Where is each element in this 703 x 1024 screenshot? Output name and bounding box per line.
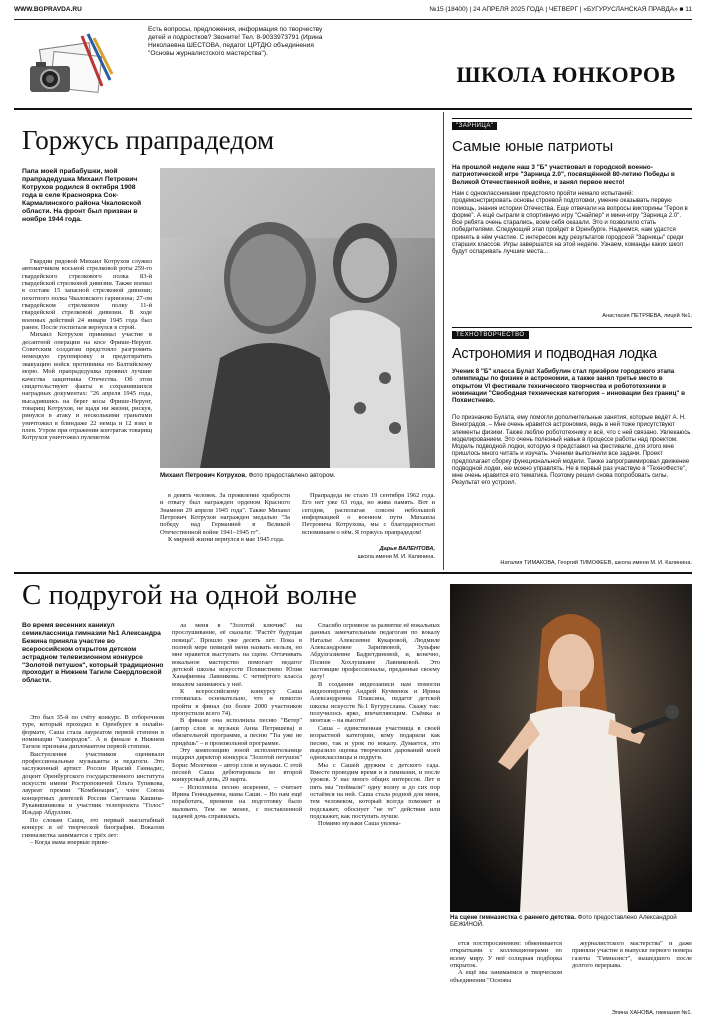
article4-caption-credit: Фото предоставлено Александрой БЕЖИНОЙ. <box>450 914 677 929</box>
article1-paragraph: Михаил Котрухов принимал участие в десантной операции на косе Фрише-Нерунг. Советским солдатам предстояло разгромить немецкую группировку и предотвратить эвакуацию войск противника по Балтийскому морю. Мой прапрадедушка проявил лучшие качества защитника Отечества. Об этом свидетельствуют факты в сохранившихся наградных документах: "26 апреля 1945 года, высадившись на берег косы Фрише-Нерунг, товарищ Котрухов, не щадя ни жизни, рискуя, ринулся в атаку и несколькими гранатами уничтожил в блиндаже 22 немца и 12 взял в плен. Утром при отражении контратак товарищ Котрухов уничтожил пулеметом <box>22 331 152 442</box>
contact-info: Есть вопросы, предложения, информация по творчеству детей и подростков? Звоните! Тел. 8-9033973791 (Ирина Николаевна ШЕСТОВА, педагог ЦРТДЮ объединения "Основы журналистского мастерства"). <box>148 26 323 57</box>
camera-and-papers-illustration <box>22 26 118 104</box>
article4-paragraph: Саша – единственная участница в своей возрастной категории, кому подарили как песню, так и урок по вокалу. Думается, это выразило оценка творческих дарований моей одноклассницы и подруги. <box>310 724 440 762</box>
article3-title: Астрономия и подводная лодка <box>452 346 657 362</box>
article4-paragraph: Мы с Сашей дружим с детского сада. Вместе проводим время и в гимназии, и после уроков. У нас много общих интересов. Лет в пять мы "поймали" одну волну и до сих пор остаёмся на ней. Саша стала родной для меня, тем человеком, который всегда поможет и подскажет, обоснует "не те" действия или подскажет, как поступать лучше. <box>310 761 440 820</box>
article1-column-2 <box>160 492 290 562</box>
article4-paragraph: ла меня в "Золотой ключик" на прослушивание, её сказали: "Растёт будущая певица". Прошло уже десять лет. Пока в полной мере певицей меня назвать нельзя, но мне нравится выступать на сцене. Оттачивать вокальное мастерство помогает педагог детской школы искусств Похвистнево Юлия Ханафиевна Лавникова. С четвёртого класса вокалом занимаюсь у неё. <box>172 622 302 688</box>
article4-paragraph: Эту композицию юной исполнительнице подарил директор конкурса "Золотой петушок" Борис Молочков – автор слов и музыки. С этой песней Саша дебютировала во второй конкурсный день, 29 марта. <box>172 746 302 784</box>
header-illustration <box>22 26 118 104</box>
article2-lead: На прошлой неделе наш 3 "Б" участвовал в городской военно-патриотической игре "Зарница 2.0", посвящённой 80-летию Победы в Великой Отечественной войне, и занял первое место! <box>452 164 675 186</box>
article4-title: С подругой на одной волне <box>22 579 357 611</box>
article4-paragraph: – Когда мама впервые приве- <box>30 838 110 846</box>
article2-title: Самые юные патриоты <box>452 138 614 155</box>
article4-paragraph: – Исполнила песню искренне, – считает Ирина Геннадьевна, мама Саши. – Но нам ещё поработать, времени на подготовку было маловато. Тем не менее, с поставленной задачей дочь справилась. <box>172 783 302 820</box>
article4-lead: Во время весенних каникул семиклассница гимназии №1 Александра Бежина приняла участие во всероссийском открытом детском эстрадном телевизионном конкурсе "Золотой петушок", который традиционно проходит в Нижнем Тагиле Свердловской области. <box>22 622 164 685</box>
article4-column-2 <box>172 622 302 1014</box>
article4-column-4 <box>450 940 562 1020</box>
article3-lead: Ученик 8 "Б" класса Булат Хабибулин стал призёром городского этапа олимпиады по физике и астрономии, а также занял третье место в открытом VI фестивале технического творчества и робототехники в номинации "Свободная техническая категория – инновации без границ" в Похвистнево. <box>452 368 686 405</box>
article4-paragraph: Выступления участников оценивали профессиональные музыканты и педагоги. Это заслуженный артист России Ирасий Ганиадис, доцент Оренбургского государственного института искусств имени Ростроповичей Ольга Тупикова, лауреат премии "Комбинация", член Союза концертных деятелей России Светлана Кашина-Рукавишникова и участник телепроекта "Голос" Ильдар Абдуллин. <box>22 750 164 817</box>
column-divider <box>443 112 444 570</box>
singer-photo <box>450 584 692 912</box>
issue-line: №15 (18400) | 24 АПРЕЛЯ 2025 ГОДА | ЧЕТВЕРГ | «БУГУРУСЛАНСКАЯ ПРАВДА» ■ 11 <box>429 6 692 13</box>
article2-body: Нам с одноклассниками предстояло пройти немало испытаний: продемонстрировать основы строевой подготовки, умение оказывать первую помощь, знания истории Отечества. Еще отвечали на вопросы викторины "Герои в форме". А ещё сыграли в спортивную игру "Снайпер" и мини-игру "Зарница 2.0". Все ребята очень старались, всем себя оказали. Это и позволило стать победителями. Следующий этап пройдет в Оренбурге. Надеемся, нам удастся принять в нём участие. С интересом жду результатов городской "Зарницы" среди старших классов. Игры завершатся на этой неделе. Узнаем, команды каких школ будут оспаривать лучшие места... <box>452 190 688 255</box>
article2-top-rule <box>452 118 692 119</box>
article3-tag: ТЕХНОТВОРЧЕСТВО <box>452 331 529 339</box>
article1-photo <box>160 168 435 468</box>
article1-paragraph: К мирной жизни вернулся в мае 1945 года. <box>168 536 285 544</box>
article3-body: По признанию Булата, ему помогли дополнительные занятия, которые ведёт А. Н. Виноградов. – Мне очень нравится астрономия, ведь в ней тоже присутствуют элементы физики. Также люблю робототехнику и всё, что с ней связано. Увлекаюсь моделированием. Это очень полезный навык в процессе работы над проектом. Модель подводной лодки, которую я представил на фестивале, для этого мне пришлось много читать и изучать. Ученики выполнили все задачи. Проект предполагает сборку функциональной модели. Также запрограммировал движение подводной лодки, ею можно управлять. Не в первый раз участвую в "ТехноФесте", мне очень нравится его тематика. Поэтому решил снова попробовать силы. Результат его устроил. <box>452 414 691 487</box>
top-rule <box>14 19 692 20</box>
article1-lead: Папа моей прабабушки, мой прапрадедушка Михаил Петрович Котрухов родился 8 октября 1908 года в селе Красноярка Сок-Кармалинского района Чкаловской области. На фронт был призван в ноябре 1944 года. <box>22 168 142 223</box>
article4-photo-caption <box>450 914 692 928</box>
header-rule <box>14 108 692 110</box>
article1-paragraph: Прапрадеда не стало 19 сентября 1962 года. Его нет уже 63 года, но жива память. Вот и сегодня, располагая совсем небольшой информацией о военном пути Михаила Петровича Котрухова, мы с благодарностью вспоминаем о нём. Я горжусь прапрадедом! <box>302 492 435 536</box>
mid-rule <box>14 572 692 574</box>
article4-paragraph: К всероссийскому конкурсу Саша готовилась основательно, что и помогло пройти в финал (из более 2000 участников пропустили всего 74). <box>172 688 302 718</box>
article1-caption-bold: Михаил Петрович Котрухов. <box>160 472 247 479</box>
article4-paragraph: ется постпросинемом: обменивается открытками с коллекционерами по всему миру. У неё солидная подборка открыток. <box>450 940 562 970</box>
article1-caption-credit: Фото предоставлено автором. <box>248 472 336 479</box>
article3-signature: Наталия ТИМАКОВА, Георгий ТИМОФЕЕВ, школа имени М. И. Калинина. <box>500 560 692 566</box>
article4-paragraph: По словам Саши, это первый масштабный конкурс в её творческой биографии. Вокалом гимназистка занимается с трёх лет: <box>22 816 164 839</box>
article4-column-3 <box>310 622 440 1014</box>
article1-column-3 <box>302 492 435 544</box>
article4-paragraph: В финале она исполнила песню "Ветер" (автор слов и музыки Анна Петряшева) в обязательной программе, а песню "Ты уже не придёшь" – в произвольной программе. <box>172 717 302 747</box>
article1-signature-school: школа имени М. И. Калинина. <box>357 554 435 560</box>
article2-tag: "ЗАРНИЦА" <box>452 122 497 130</box>
article1-signature-name: Дарья ВАЛЕНТОВА, <box>379 546 435 552</box>
site-url[interactable]: WWW.BGPRAVDA.RU <box>14 6 82 13</box>
article4-paragraph: Это был 35-й по счёту конкурс. В отборочном туре, который проходил в Оренбурге в онлайн-формате, Саша стала лауреатом первой степени в номинации "самородок". А в финале в Нижнем Тагиле признана дипломантом первой степени. <box>22 714 164 751</box>
article4-paragraph: Помимо музыки Саша увлека- <box>318 820 401 828</box>
article4-caption-bold: На сцене гимназистка с раннего детства. <box>450 914 576 921</box>
article4-paragraph: журналистского мастерства" и даже приняли участие в выпуске первого номера газеты "Гимназист", вышедшего после долгого перерыва. <box>572 940 692 970</box>
article1-paragraph: в девять человек. За проявление храбрости и отвагу был награжден орденом Красного Знамени 29 апреля 1945 года". Также Михаил Петрович Котрухов награжден медалью "За победу над Германией в Великой Отечественной войне 1941–1945 гг". <box>160 492 290 536</box>
article4-column-1 <box>22 714 164 1014</box>
article1-title: Горжусь прапрадедом <box>22 125 275 155</box>
article4-paragraph: В создании видеозаписи нам помогли видеооператор Андрей Кучменок и Ирина Александровна Плаксина, педагог детской школы искусств №1 Бугуруслана. Скажу так: получилось ярко, впечатляющим. Съёмка и монтаж – на высоте! <box>310 680 440 725</box>
article4-signature: Элина ХАНОВА, гимназия №1. <box>611 1010 692 1016</box>
article1-paragraph: Гвардии рядовой Михаил Котрухов служил автоматчиком восьмой стрелковой роты 259-го гвардейского стрелкового полка 83-й гвардейской стрелковой дивизии. Также воевал в составе 15 запасной стрелковой дивизии; пехотного полка Чкаловского гарнизона; 27-ом гвардейском стрелковом полку 11-й гвардейской стрелковой дивизии. В ходе военных действий 24 января 1945 года был ранен. После госпиталя вернулся в строй. <box>22 258 152 332</box>
article2-signature: Анастасия ПЕТРЯЕВА, лицей №1. <box>602 313 692 319</box>
section-title: ШКОЛА ЮНКОРОВ <box>456 62 676 87</box>
article4-paragraph: А ещё мы занимаемся в творческом объединении "Основы <box>450 969 562 984</box>
article1-photo-caption <box>160 472 435 479</box>
top-bar <box>14 6 692 18</box>
article3-top-rule <box>452 327 692 328</box>
article1-column-1 <box>22 258 152 563</box>
article4-paragraph: Спасибо огромное за развитие её вокальных данных замечательным педагогам по вокалу Наталье Алексеевне Кукаровой, Людмиле Александровне Зарипвовой, Зульфие Абдулгазиевне Бадретдиновой, и, конечно, Полине Хохлушкине Лавниковой. Это настоящие профессионалы, преданные своему делу! <box>310 622 440 681</box>
grandfather-photo <box>160 168 435 468</box>
article4-photo <box>450 584 692 912</box>
article4-column-5 <box>572 940 692 1000</box>
